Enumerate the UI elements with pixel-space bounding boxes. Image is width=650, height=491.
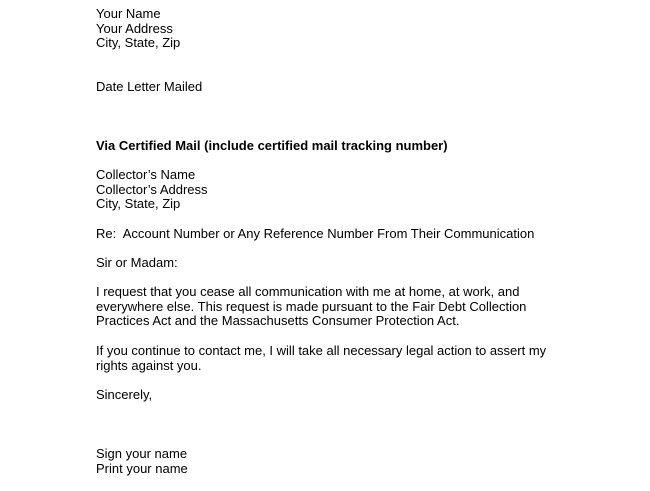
body-paragraph-1-line-2: everywhere else. This request is made pursuant to the Fair Debt Collection: [96, 298, 527, 314]
sender-name: Your Name: [96, 6, 161, 21]
body-paragraph-2-line-2: rights against you.: [96, 357, 202, 373]
signature-print-line: Print your name: [96, 460, 188, 476]
signature-sign-line: Sign your name: [96, 446, 188, 461]
recipient-name: Collector’s Name: [96, 167, 196, 182]
recipient-address-block: [96, 168, 616, 212]
closing: [96, 388, 616, 403]
sender-address: Your Address: [96, 20, 173, 36]
delivery-method-text: Via Certified Mail (include certified mail tracking number): [96, 138, 448, 153]
letter-date: Date Letter Mailed: [96, 79, 203, 94]
body-paragraph-1-line-1: I request that you cease all communication with me at home, at work, and: [96, 284, 520, 299]
body-paragraph-1: [96, 285, 616, 329]
salutation: [96, 256, 616, 271]
date-block: [96, 80, 616, 95]
closing-text: Sincerely,: [96, 387, 153, 402]
subject-text: Re: Account Number or Any Reference Number From Their Communication: [96, 226, 535, 241]
salutation-text: Sir or Madam:: [96, 255, 178, 270]
body-paragraph-1-line-3: Practices Act and the Massachusetts Consumer Protection Act.: [96, 313, 460, 329]
sender-city-state-zip: City, State, Zip: [96, 35, 181, 51]
body-paragraph-2: [96, 344, 616, 373]
subject-line: [96, 227, 616, 242]
body-paragraph-2-line-1: If you continue to contact me, I will take all necessary legal action to assert my: [96, 343, 547, 358]
sender-address-block: [96, 7, 616, 51]
recipient-address: Collector’s Address: [96, 181, 208, 197]
delivery-method: [96, 139, 616, 154]
signature-block: [96, 447, 616, 476]
recipient-city-state-zip: City, State, Zip: [96, 196, 181, 212]
